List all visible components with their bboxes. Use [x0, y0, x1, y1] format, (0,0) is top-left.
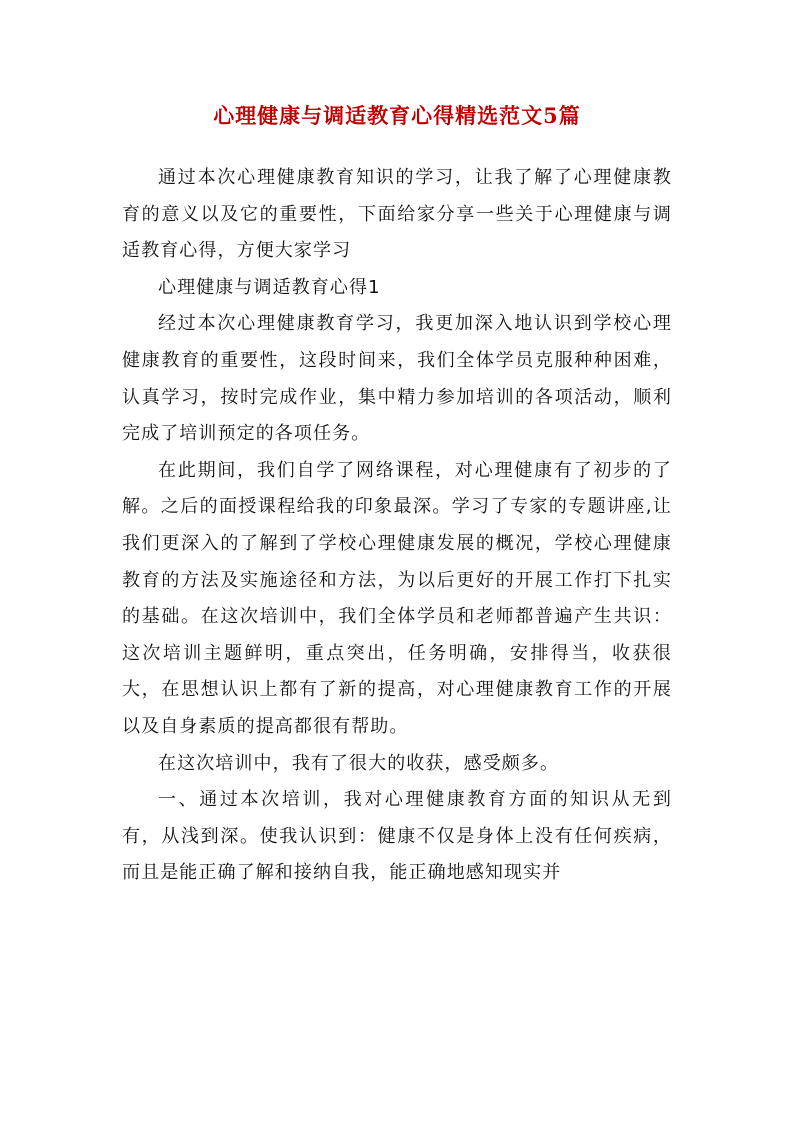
document-title: 心理健康与调适教育心得精选范文5篇: [213, 103, 581, 128]
section-heading: 心理健康与调适教育心得1: [158, 276, 381, 298]
body-paragraph: 经过本次心理健康教育学习，我更加深入地认识到学校心理健康教育的重要性，这段时间来，我们全体学员克服种种困难，认真学习，按时完成作业，集中精力参加培训的各项活动，顺利完成了培训预定的各项任务。: [122, 313, 672, 445]
body-paragraph: 一、通过本次培训，我对心理健康教育方面的知识从无到有，从浅到深。使我认识到：健康不仅是身体上没有任何疾病，而且是能正确了解和接纳自我，能正确地感知现实并: [122, 789, 672, 884]
body-paragraph: 在这次培训中，我有了很大的收获，感受颇多。: [158, 752, 560, 774]
document-body: [122, 160, 672, 892]
intro-paragraph: 通过本次心理健康教育知识的学习，让我了解了心理健康教育的意义以及它的重要性，下面给家分享一些关于心理健康与调适教育心得，方便大家学习: [122, 167, 672, 262]
body-paragraph: 在此期间，我们自学了网络课程，对心理健康有了初步的了解。之后的面授课程给我的印象最深。学习了专家的专题讲座,让我们更深入的了解到了学校心理健康发展的概况，学校心理健康教育的方法及实施途径和方法，为以后更好的开展工作打下扎实的基础。在这次培训中，我们全体学员和老师都普遍产生共识：这次培训主题鲜明，重点突出，任务明确，安排得当，收获很大，在思想认识上都有了新的提高，对心理健康教育工作的开展以及自身素质的提高都很有帮助。: [122, 459, 672, 737]
